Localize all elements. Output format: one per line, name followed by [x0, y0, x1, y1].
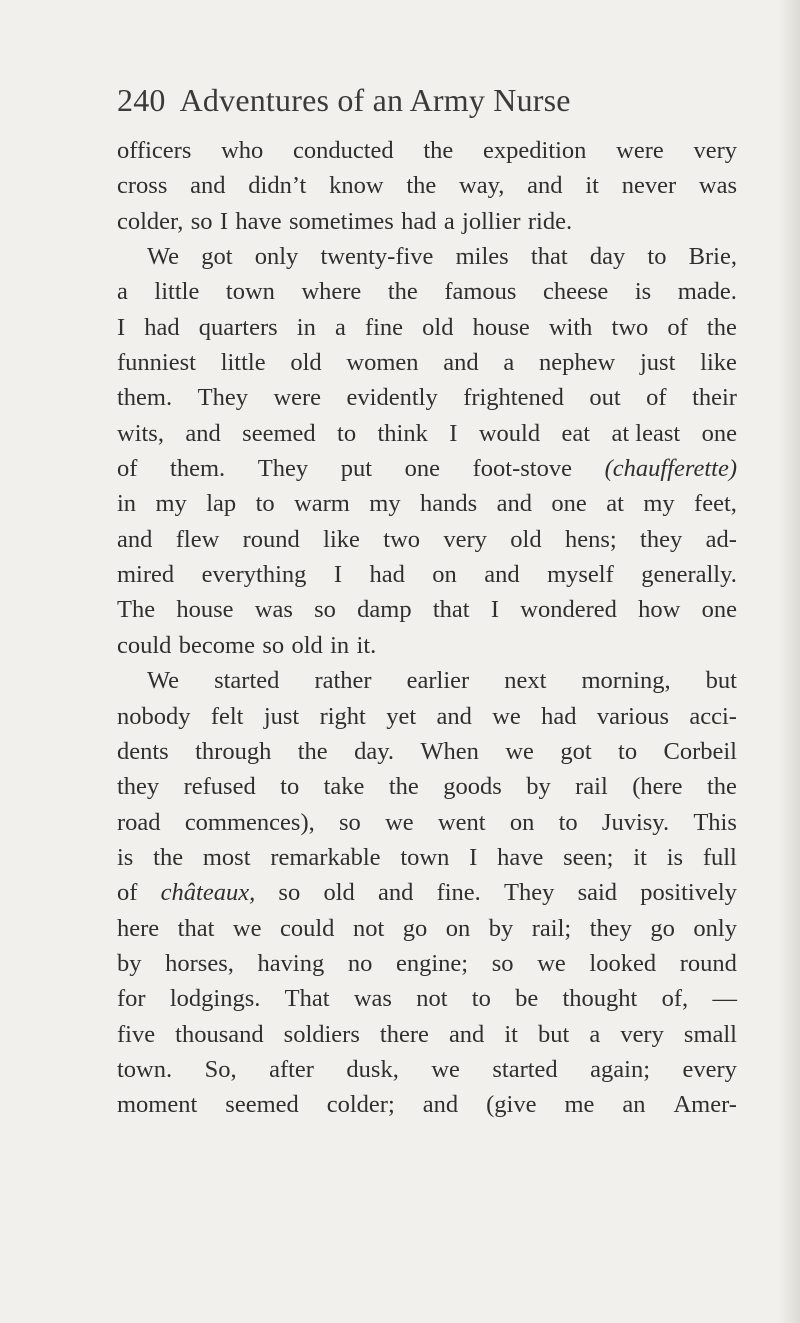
word: very [443, 525, 487, 553]
word: it [633, 843, 647, 871]
text-line [117, 133, 737, 168]
word: hands [420, 490, 478, 518]
word: day [589, 243, 626, 271]
word: to [471, 985, 491, 1013]
word: round [679, 949, 737, 977]
word: go [650, 914, 675, 942]
word: to [337, 419, 357, 447]
word: way, [459, 172, 505, 200]
word: only [254, 243, 299, 271]
word: refused [183, 773, 256, 801]
word: the [297, 737, 328, 765]
word: at least [611, 419, 681, 447]
word: be [515, 985, 539, 1013]
word: again; [590, 1055, 651, 1083]
word: in [296, 313, 316, 341]
word: quarters [198, 313, 278, 341]
word: expedition [483, 137, 587, 164]
word: They [257, 455, 309, 483]
word: Juvisy. [601, 808, 670, 836]
word: said [577, 879, 618, 907]
word: flew [175, 525, 220, 553]
word: old [323, 879, 355, 907]
word: didn’t [248, 172, 307, 200]
word: seen; [563, 843, 614, 871]
word: the [423, 137, 454, 164]
text-line [117, 522, 737, 557]
word: the [706, 773, 737, 801]
word: the [406, 172, 437, 200]
word: know [329, 172, 384, 200]
word: here [117, 914, 160, 942]
word: started [214, 667, 280, 695]
text-line [117, 699, 737, 734]
word: nobody [117, 702, 191, 730]
running-title: Adventures of an Army Nurse [179, 82, 571, 118]
word: would [478, 419, 541, 447]
word: so [314, 596, 336, 624]
word: in [117, 490, 137, 518]
word: but [705, 667, 737, 695]
word: so [491, 949, 514, 977]
word: by [526, 773, 551, 801]
word: — [712, 985, 737, 1013]
word: is [666, 843, 684, 871]
word: lap [206, 490, 237, 518]
word: They [197, 384, 248, 412]
word: road [117, 808, 161, 836]
word: so [339, 808, 361, 836]
word: twenty-five [320, 243, 434, 271]
word: full [702, 843, 737, 871]
word: a [503, 349, 515, 377]
word: old [290, 349, 322, 377]
word: wits, [117, 419, 164, 447]
word: next [504, 667, 547, 695]
text-line [117, 1017, 737, 1052]
word: we [385, 808, 414, 836]
word: rather [314, 667, 372, 695]
word: every [682, 1055, 737, 1083]
word: goods [443, 773, 502, 801]
word: got [560, 737, 592, 765]
word: most [202, 843, 251, 871]
word: women [346, 349, 419, 377]
word: the [387, 278, 418, 306]
word: on [445, 914, 471, 942]
word: so [190, 207, 213, 235]
word: had [541, 702, 577, 730]
word: it [585, 172, 599, 200]
word: the [153, 843, 184, 871]
word: They [504, 879, 555, 907]
word: but [538, 1020, 570, 1048]
word: and [484, 561, 520, 589]
word: of [117, 879, 138, 907]
word: the [388, 773, 419, 801]
word: it [504, 1020, 518, 1048]
word: and [448, 1020, 485, 1048]
word: to [558, 808, 578, 836]
word: town [400, 843, 450, 871]
word: not [352, 914, 385, 942]
word: had [401, 207, 437, 235]
word: take [323, 773, 365, 801]
word: fine. [436, 879, 481, 907]
text-line [117, 840, 737, 875]
word: by [117, 949, 142, 977]
word: one [701, 596, 737, 624]
word: to [280, 773, 300, 801]
text-line [117, 274, 737, 309]
word: the [706, 313, 737, 341]
word: rail [575, 773, 608, 801]
body-text [117, 133, 737, 1123]
word: a [589, 1020, 601, 1048]
text-line [117, 981, 737, 1016]
word: put [340, 455, 373, 483]
word: started [492, 1055, 558, 1083]
word: and [527, 172, 563, 200]
word: house [176, 596, 234, 624]
word: we [505, 737, 534, 765]
word: of [646, 384, 667, 412]
word: for [117, 985, 146, 1013]
word: The [117, 596, 156, 624]
word: This [693, 808, 737, 836]
word: frightened [463, 384, 564, 412]
word: jollier [462, 207, 521, 235]
word: positively [640, 879, 737, 907]
word: feet, [694, 490, 737, 518]
word: foot-stove [472, 455, 572, 483]
word: have [235, 207, 282, 235]
word: out [589, 384, 621, 412]
word: like [323, 525, 360, 553]
word: by [488, 914, 514, 942]
word: and [377, 879, 414, 907]
word: not [416, 985, 448, 1013]
word: (here [632, 773, 683, 801]
word: was [254, 596, 293, 624]
word: seemed [242, 419, 316, 447]
word: is [634, 278, 652, 306]
word: to [618, 737, 638, 765]
text-line [117, 1087, 737, 1122]
word: and [185, 419, 221, 447]
word: so [278, 879, 301, 907]
word: to [647, 243, 667, 271]
word: five [117, 1020, 156, 1048]
word: think [377, 419, 428, 447]
word: who [221, 137, 264, 164]
word: We [147, 667, 180, 695]
word: cross [117, 172, 168, 200]
word: rail; [531, 914, 572, 942]
word: like [700, 349, 737, 377]
word: that [177, 914, 215, 942]
word: soldiers [283, 1020, 360, 1048]
word: sometimes [288, 207, 394, 235]
word: very [620, 1020, 664, 1048]
word: went [437, 808, 486, 836]
word: myself [547, 561, 614, 589]
text-line [117, 168, 737, 203]
word: them. [170, 455, 226, 483]
word: never [621, 172, 677, 200]
text-line [117, 239, 737, 274]
text-line [117, 805, 737, 840]
word: I [469, 843, 478, 871]
word: we [537, 949, 566, 977]
word: small [683, 1020, 737, 1048]
text-line [117, 769, 737, 804]
word: looked [589, 949, 657, 977]
word: Corbeil [663, 737, 737, 765]
word: after [269, 1055, 314, 1083]
word: on [509, 808, 535, 836]
word: only [693, 914, 737, 942]
word: that [432, 596, 470, 624]
word: we [492, 702, 521, 730]
word: old [510, 525, 542, 553]
word: I [490, 596, 500, 624]
word: little [220, 349, 266, 377]
word: and [422, 1091, 459, 1119]
word: That [284, 985, 330, 1013]
word: thought [562, 985, 638, 1013]
word: we [232, 914, 262, 942]
word: we [431, 1055, 460, 1083]
page-number: 240 [117, 82, 166, 118]
word: Amer- [673, 1091, 737, 1119]
word: I [333, 561, 343, 589]
word: yet [386, 702, 417, 730]
word: they [589, 914, 632, 942]
word: morning, [581, 667, 671, 695]
word: one [404, 455, 441, 483]
word: conducted [292, 137, 394, 164]
page-edge-shadow [778, 0, 800, 1323]
word: So, [204, 1055, 237, 1083]
word: and [496, 490, 532, 518]
word: there [379, 1020, 429, 1048]
word: day. [354, 737, 395, 765]
word: remarkable [270, 843, 381, 871]
word: one [701, 419, 737, 447]
text-line [117, 592, 737, 627]
word: very [693, 137, 737, 164]
word: no [347, 949, 373, 977]
word: made. [677, 278, 737, 306]
word: engine; [395, 949, 469, 977]
word: I [449, 419, 458, 447]
text-line [117, 451, 737, 486]
word: funniest [117, 349, 196, 377]
word: town. [117, 1055, 173, 1083]
word: could [280, 914, 335, 942]
word: mired [117, 561, 175, 589]
word: cheese [543, 278, 609, 306]
word: old [291, 631, 323, 659]
text-line [117, 345, 737, 380]
word: one [551, 490, 587, 518]
word: and [443, 349, 479, 377]
word: a [334, 313, 346, 341]
word: horses, [165, 949, 234, 977]
word: old [422, 313, 454, 341]
text-line [117, 310, 737, 345]
word: had [369, 561, 405, 589]
word: felt [210, 702, 244, 730]
word: dents [117, 737, 169, 765]
word: my [155, 490, 187, 518]
text-line [117, 416, 737, 451]
text-line [117, 911, 737, 946]
word: with [548, 313, 593, 341]
word: round [242, 525, 300, 553]
word: commences), [184, 808, 315, 836]
text-line [117, 204, 737, 239]
word: little [154, 278, 200, 306]
word: officers [117, 137, 192, 164]
word: just [263, 702, 300, 730]
word: thousand [175, 1020, 264, 1048]
word: and [117, 525, 153, 553]
word: and [190, 172, 226, 200]
word: through [195, 737, 272, 765]
word: châteaux, [160, 879, 256, 907]
word: two [383, 525, 421, 553]
word: fine [364, 313, 404, 341]
word: in [330, 631, 350, 659]
word: an [622, 1091, 646, 1119]
text-line [117, 1052, 737, 1087]
word: hens; [564, 525, 617, 553]
word: so [262, 631, 285, 659]
word: of, [661, 985, 689, 1013]
word: nephew [539, 349, 616, 377]
word: at [606, 490, 624, 518]
word: me [564, 1091, 595, 1119]
word: them. [117, 384, 173, 412]
word: everything [201, 561, 307, 589]
word: were [616, 137, 664, 164]
text-line [117, 628, 737, 663]
word: colder, [117, 207, 184, 235]
word: go [402, 914, 428, 942]
word: town [225, 278, 275, 306]
word: earlier [406, 667, 470, 695]
word: their [692, 384, 737, 412]
text-line [117, 946, 737, 981]
text-line [117, 875, 737, 910]
word: warm [294, 490, 350, 518]
word: of [117, 455, 138, 483]
word: of [667, 313, 688, 341]
word: could [117, 631, 172, 659]
word: right [319, 702, 366, 730]
word: they [640, 525, 683, 553]
word: just [640, 349, 676, 377]
running-header [117, 82, 571, 119]
word: they [117, 773, 160, 801]
word: ride. [527, 207, 573, 235]
word: colder; [326, 1091, 395, 1119]
word: famous [444, 278, 517, 306]
word: evidently [346, 384, 438, 412]
word: lodgings. [169, 985, 261, 1013]
word: (chaufferette) [604, 455, 737, 483]
text-line [117, 486, 737, 521]
word: ad- [705, 525, 737, 553]
word: We [147, 243, 180, 271]
word: acci- [689, 702, 737, 730]
word: wondered [520, 596, 617, 624]
word: Brie, [688, 243, 737, 271]
word: and [436, 702, 472, 730]
word: have [497, 843, 544, 871]
word: eat [561, 419, 591, 447]
word: a [117, 278, 128, 306]
word: on [432, 561, 457, 589]
word: got [201, 243, 233, 271]
text-line [117, 663, 737, 698]
word: miles [455, 243, 509, 271]
word: a [443, 207, 455, 235]
word: where [301, 278, 362, 306]
word: was [353, 985, 392, 1013]
word: how [638, 596, 681, 624]
word: dusk, [346, 1055, 399, 1083]
text-line [117, 734, 737, 769]
word: my [643, 490, 675, 518]
word: having [257, 949, 325, 977]
word: I [219, 207, 229, 235]
word: I [117, 313, 126, 341]
word: two [611, 313, 649, 341]
word: (give [486, 1091, 537, 1119]
word: generally. [641, 561, 737, 589]
word: house [472, 313, 530, 341]
word: had [144, 313, 180, 341]
word: my [369, 490, 401, 518]
word: damp [357, 596, 412, 624]
word: were [273, 384, 322, 412]
word: various [596, 702, 669, 730]
word: When [420, 737, 479, 765]
word: it. [356, 631, 377, 659]
word: is [117, 843, 134, 871]
word: seemed [225, 1091, 299, 1119]
word: was [698, 172, 737, 200]
word: become [178, 631, 255, 659]
word: moment [117, 1091, 198, 1119]
word: to [255, 490, 275, 518]
text-line [117, 380, 737, 415]
word: that [530, 243, 568, 271]
text-line [117, 557, 737, 592]
